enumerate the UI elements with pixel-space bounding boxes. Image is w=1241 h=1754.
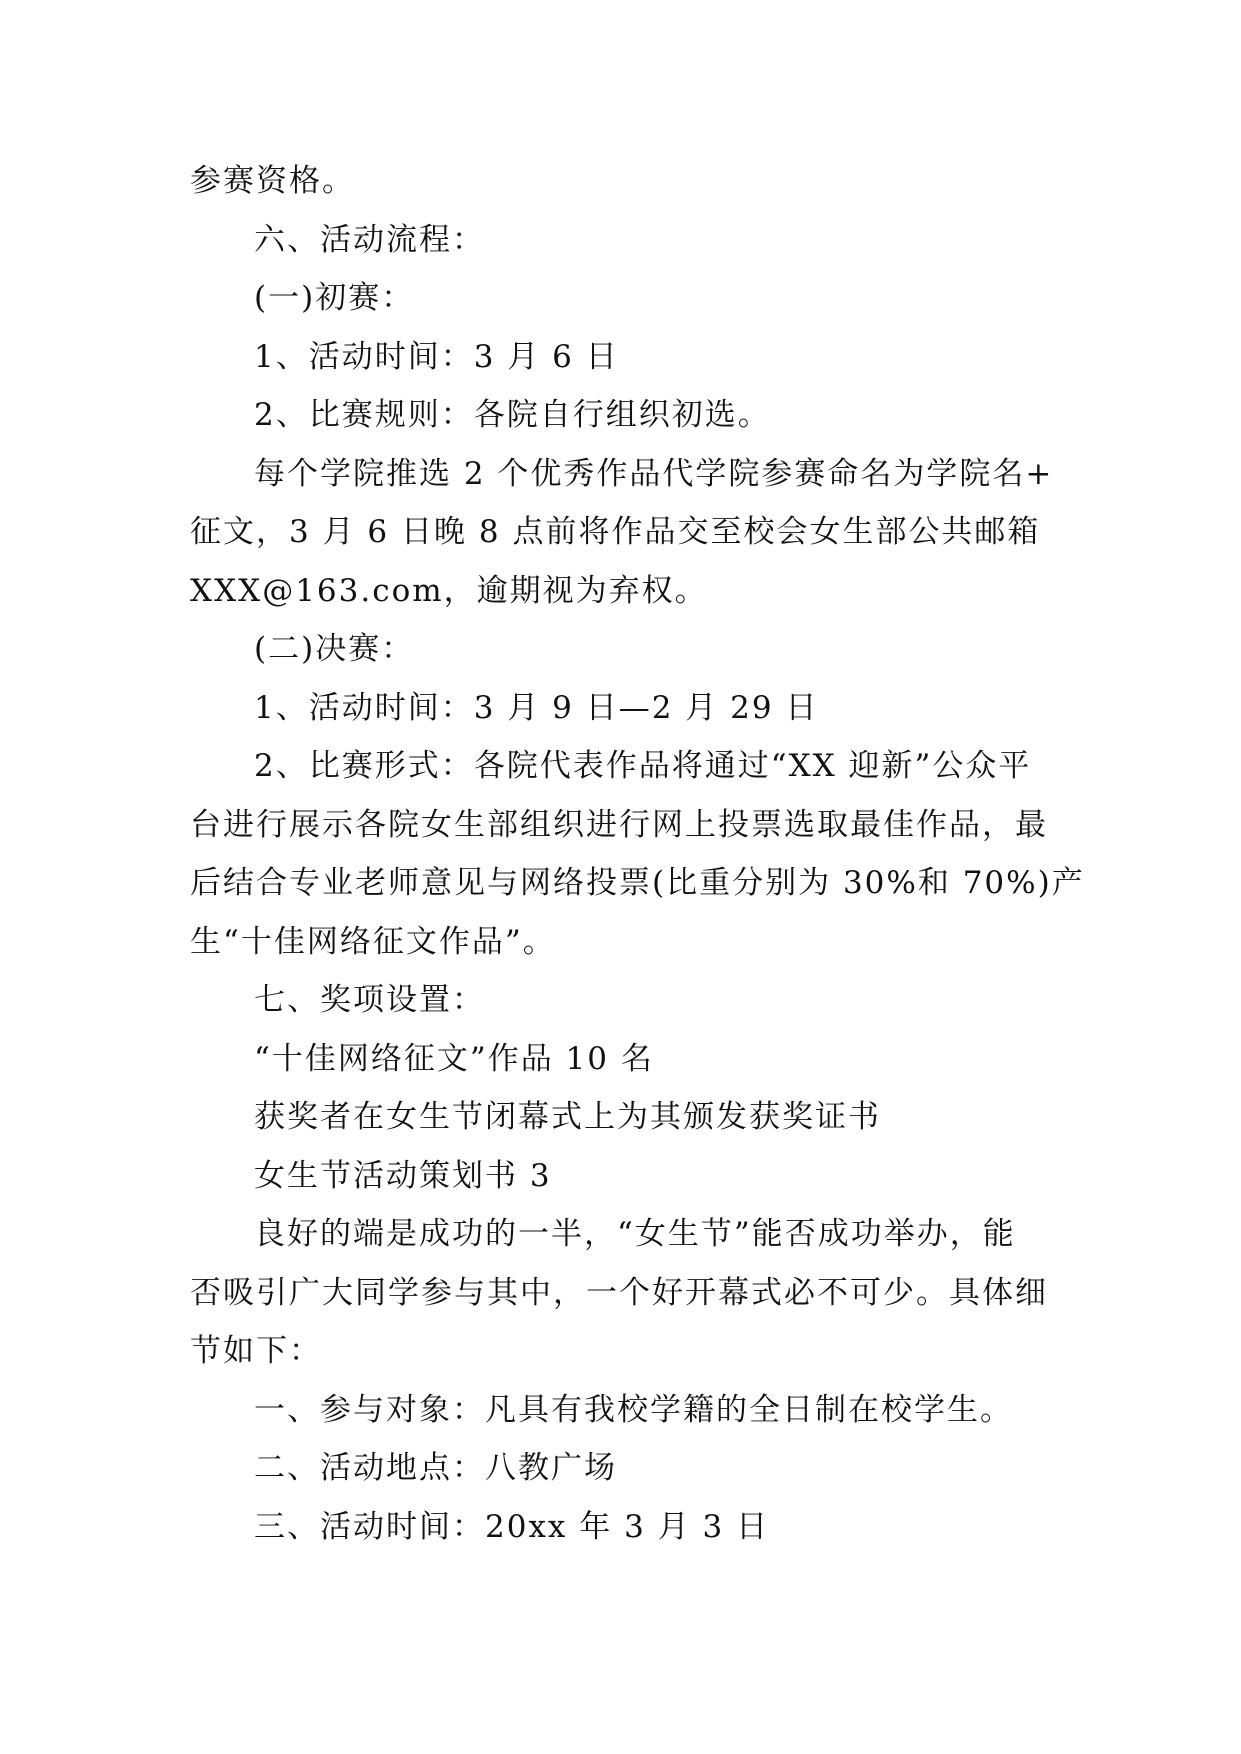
text-line: 一、参与对象：凡具有我校学籍的全日制在校学生。 bbox=[254, 1391, 1013, 1428]
text-line: 台进行展示各院女生部组织进行网上投票选取最佳作品，最 bbox=[190, 806, 1048, 843]
text-line: XXX@163.com，逾期视为弃权。 bbox=[190, 572, 708, 609]
text-line: 1、活动时间：3 月 6 日 bbox=[254, 338, 619, 375]
text-line: 2、比赛规则：各院自行组织初选。 bbox=[254, 397, 771, 433]
text-line: 七、奖项设置： bbox=[254, 982, 485, 1018]
text-line: 1、活动时间：3 月 9 日—2 月 29 日 bbox=[254, 689, 819, 726]
text-line: “十佳网络征文”作品 10 名 bbox=[254, 1040, 654, 1077]
text-line: 否吸引广大同学参与其中，一个好开幕式必不可少。具体细 bbox=[190, 1274, 1048, 1311]
text-line: 二、活动地点：八教广场 bbox=[254, 1450, 617, 1486]
text-line: 获奖者在女生节闭幕式上为其颁发获奖证书 bbox=[254, 1099, 881, 1135]
document-body bbox=[190, 152, 1085, 1556]
text-line: (一)初赛： bbox=[254, 280, 415, 316]
text-line: 2、比赛形式：各院代表作品将通过“XX 迎新”公众平 bbox=[254, 748, 1032, 784]
text-line: 良好的端是成功的一半，“女生节”能否成功举办，能 bbox=[254, 1216, 1016, 1252]
text-line: 参赛资格。 bbox=[190, 163, 355, 199]
text-line: 征文，3 月 6 日晚 8 点前将作品交至校会女生部公共邮箱 bbox=[190, 514, 1041, 550]
text-line: 女生节活动策划书 3 bbox=[254, 1157, 552, 1194]
text-line: 每个学院推选 2 个优秀作品代学院参赛命名为学院名+ bbox=[254, 455, 1054, 492]
text-line: 六、活动流程： bbox=[254, 221, 485, 258]
text-line: 三、活动时间：20xx 年 3 月 3 日 bbox=[254, 1508, 770, 1545]
text-line: (二)决赛： bbox=[254, 631, 415, 667]
text-line: 生“十佳网络征文作品”。 bbox=[190, 923, 556, 960]
text-line: 节如下： bbox=[190, 1333, 322, 1369]
text-line: 后结合专业老师意见与网络投票(比重分别为 30%和 70%)产 bbox=[190, 865, 1085, 901]
